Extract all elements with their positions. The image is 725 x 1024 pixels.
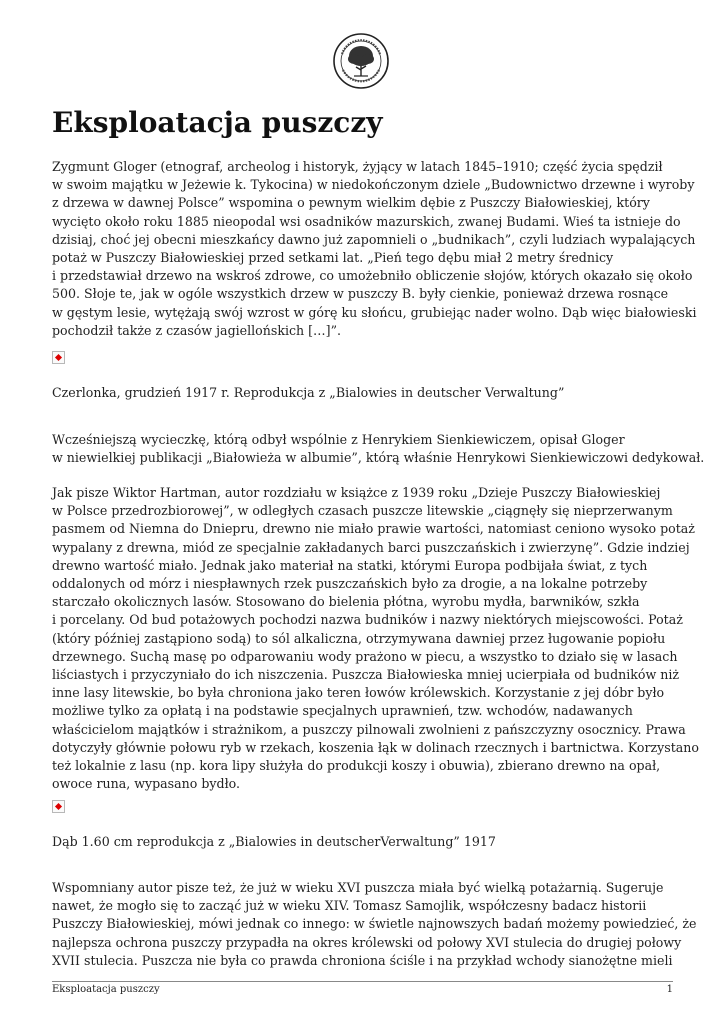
- text-line: drzewnego. Suchą masę po odparowaniu wody prażono w piecu, a wszystko to działo się w lasach: [52, 648, 678, 664]
- text-line: 500. Słoje te, jak w ogóle wszystkich drzew w puszczy B. były cienkie, ponieważ drzewa rosnące: [52, 286, 669, 302]
- text-line: pasmem od Niemna do Dniepru, drewno nie miało prawie wartości, natomiast ceniono wysoko potaż: [52, 521, 695, 537]
- text-line: właścicielom majątków i strażnikom, a puszczy pilnowali zwolnieni z pańszczyzny osocznicy. Prawa: [52, 721, 686, 737]
- image-caption-dab: [52, 833, 682, 851]
- tree-seal-logo-icon: [332, 32, 390, 90]
- text-line: XVII stulecia. Puszcza nie była co prawda chroniona ściśle i na przykład wchody sianożętne mieli: [52, 952, 673, 968]
- footer-title: Eksploatacja puszczy: [52, 984, 160, 995]
- page-number: 1: [666, 984, 673, 995]
- text-line: oddalonych od mórz i niespławnych rzek puszczańskich było za drogie, a na lokalne potrzeby: [52, 576, 648, 592]
- text-line: inne lasy litewskie, bo była chroniona jako teren łowów królewskich. Korzystanie z jej dóbr było: [52, 685, 665, 701]
- broken-image-icon: [52, 800, 65, 813]
- text-line: możliwe tylko za opłatą i na podstawie specjalnych uprawnień, tzw. wchodów, nadawanych: [52, 703, 633, 719]
- paragraph-samojlik: [52, 879, 697, 970]
- text-line: Czerlonka, grudzień 1917 r. Reprodukcja z „Bialowies in deutscher Verwaltung”: [52, 385, 565, 400]
- paragraph-hartman: [52, 484, 700, 793]
- text-line: w swoim majątku w Jeżewie k. Tykocina) w niedokończonym dziele „Budownictwo drzewne i wyroby: [52, 177, 695, 193]
- page-title: Eksploatacja puszczy: [52, 106, 383, 139]
- footer-divider: [52, 981, 673, 982]
- text-line: liściastych i przyczyniało do ich niszczenia. Puszcza Białowieska mniej ucierpiała od budników niż: [52, 667, 680, 683]
- text-line: w niewielkiej publikacji „Białowieża w albumie”, którą właśnie Henrykowi Sienkiewiczowi dedykował.: [52, 450, 705, 466]
- image-caption-czerlonka: [52, 384, 682, 402]
- text-line: dzisiaj, choć jej obecni mieszkańcy dawno już zapomnieli o „budnikach”, czyli ludziach wypalających: [52, 231, 696, 247]
- text-line: Wspomniany autor pisze też, że już w wieku XVI puszcza miała być wielką potażarnią. Sugeruje: [52, 880, 664, 895]
- text-line: w Polsce przedrozbiorowej”, w odległych czasach puszcze litewskie „ciągnęły się nieprzerwanym: [52, 503, 673, 519]
- text-line: wypalany z drewna, miód ze specjalnie zakładanych barci puszczańskich i zwierzynę”. Gdzie indziej: [52, 539, 690, 555]
- text-line: i przedstawiał drzewo na wskroś zdrowe, co umożebniło obliczenie słojów, których okazało się około: [52, 268, 693, 284]
- text-line: Puszczy Białowieskiej, mówi jednak co innego: w świetle najnowszych badań możemy powiedzieć, że: [52, 916, 697, 932]
- text-line: wycięto około roku 1885 nieopodal wsi osadników mazurskich, zwanej Budami. Wieś ta istnieje do: [52, 213, 681, 229]
- text-line: i porcelany. Od bud potażowych pochodzi nazwa budników i nazwy niektórych miejscowości. Potaż: [52, 612, 683, 628]
- text-line: nawet, że mogło się to zacząć już w wieku XIV. Tomasz Samojlik, współczesny badacz historii: [52, 898, 647, 914]
- text-line: Zygmunt Gloger (etnograf, archeolog i historyk, żyjący w latach 1845–1910; część życia spędził: [52, 159, 663, 174]
- text-line: w gęstym lesie, wytężają swój wzrost w górę ku słońcu, grubiejąc nader wolno. Dąb więc białowieski: [52, 304, 697, 320]
- text-line: też lokalnie z lasu (np. kora lipy służyła do produkcji koszy i obuwia), zbierano drewno na opał,: [52, 758, 661, 774]
- text-line: Wcześniejszą wycieczkę, którą odbył wspólnie z Henrykiem Sienkiewiczem, opisał Gloger: [52, 432, 625, 447]
- text-line: owoce runa, wypasano bydło.: [52, 776, 241, 792]
- text-line: starczało okolicznych lasów. Stosowano do bielenia płótna, wyrobu mydła, barwników, szkła: [52, 594, 640, 610]
- text-line: (który później zastąpiono sodą) to sól alkaliczna, otrzymywana dawniej przez ługowanie popiołu: [52, 630, 666, 646]
- text-line: z drzewa w dawnej Polsce” wspomina o pewnym wielkim dębie z Puszczy Białowieskiej, który: [52, 195, 650, 211]
- paragraph-gloger: [52, 158, 697, 340]
- text-line: Dąb 1.60 cm reprodukcja z „Bialowies in deutscherVerwaltung” 1917: [52, 834, 496, 849]
- text-line: Jak pisze Wiktor Hartman, autor rozdziału w książce z 1939 roku „Dzieje Puszczy Białowieskiej: [52, 485, 661, 500]
- text-line: najlepsza ochrona puszczy przypadła na okres królewski od połowy XVI stulecia do drugiej połowy: [52, 934, 682, 950]
- text-line: dotyczyły głównie połowu ryb w rzekach, koszenia łąk w dolinach rzecznych i bartnictwa. Korzystano: [52, 739, 700, 755]
- text-line: pochodził także z czasów jagiellońskich […]”.: [52, 322, 342, 338]
- paragraph-sienkiewicz: [52, 431, 705, 467]
- text-line: potaż w Puszczy Białowieskiej przed setkami lat. „Pień tego dębu miał 2 metry średnicy: [52, 250, 614, 266]
- broken-image-icon: [52, 351, 65, 364]
- text-line: drewno wartość miało. Jednak jako materiał na statki, którymi Europa podbijała świat, z tych: [52, 557, 648, 573]
